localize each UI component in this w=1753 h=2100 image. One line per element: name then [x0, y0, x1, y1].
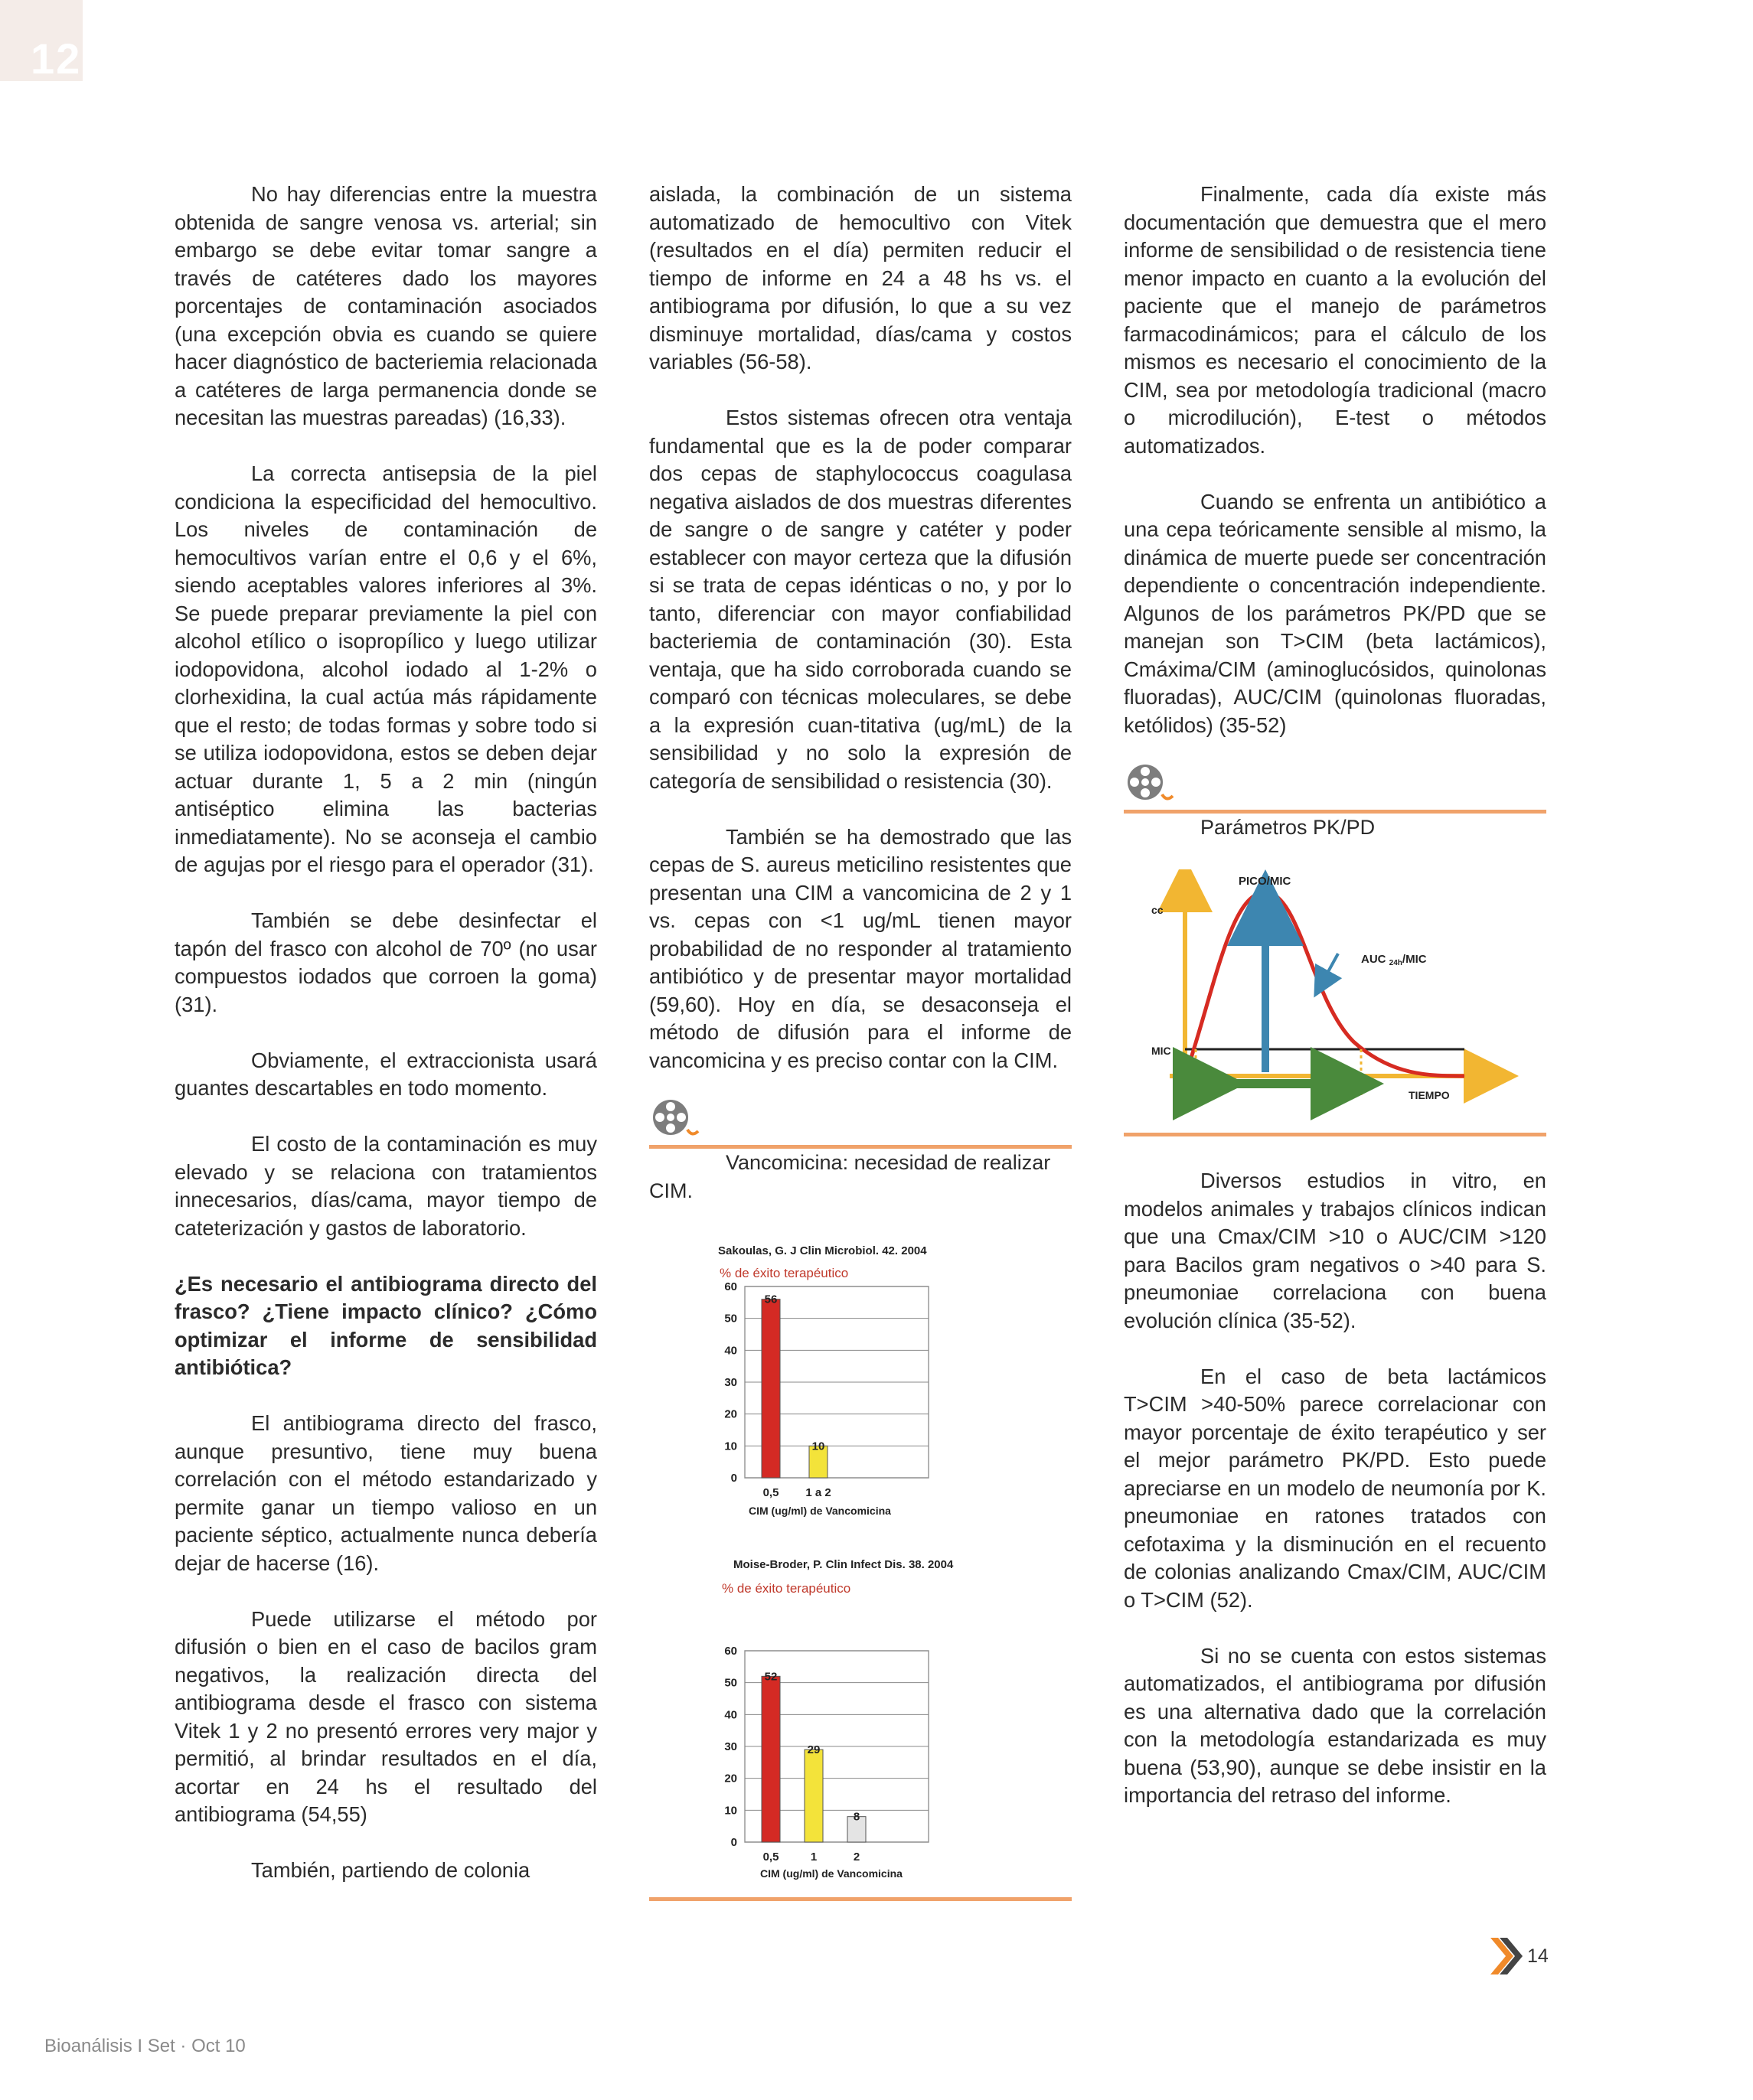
paragraph: También, partiendo de colonia — [251, 1858, 530, 1882]
bar — [805, 1749, 823, 1842]
film-reel-icon — [649, 1096, 703, 1142]
y-axis-label: % de éxito terapéutico — [720, 1265, 849, 1280]
figure-rule — [1124, 1133, 1546, 1136]
y-tick-label: 60 — [724, 1644, 737, 1658]
footer-publication: Bioanálisis I Set · Oct 10 — [44, 2036, 246, 2056]
paragraph: El antibiograma directo del frasco, aunque presuntivo, tiene muy buena correlación con el método estandarizado y permite ganar un tiempo valioso en un paciente séptico, actualmente nunca debería dejar de hacerse (16). — [175, 1411, 597, 1575]
x-tick-label: 2 — [853, 1850, 860, 1864]
tiempo-label: TIEMPO — [1409, 1089, 1450, 1101]
paragraph: No hay diferencias entre la muestra obtenida de sangre venosa vs. arterial; sin embargo se debe evitar tomar sangre a través de catéteres dado los mayores porcentajes de contaminación asociados (una excepción obvia es cuando se quiere hacer diagnóstico de bacteriemia relacionada a catéteres de larga permanencia donde se necesitan las muestras pareadas) (16,33). — [175, 182, 597, 429]
cc-label: cc — [1151, 904, 1164, 916]
y-axis-label: % de éxito terapéutico — [722, 1580, 851, 1596]
data-label: 10 — [811, 1439, 825, 1453]
footer-page-number: 14 — [1527, 1945, 1549, 1967]
data-label: 56 — [764, 1293, 778, 1306]
auc-arrow — [1321, 954, 1338, 984]
paragraph: También se ha demostrado que las cepas de S. aureus meticilino resistentes que presentan una CIM a vancomicina de 2 y 1 vs. cepas con <1 ug/mL tienen mayor probabilidad de no responder al tratamiento antibiótico y de presentar mayor mortalidad (59,60). Hoy en día, se desaconseja el método de difusión para el informe de vancomicina y es preciso contar con la CIM. — [649, 824, 1072, 1072]
bar-chart-moise-broder — [649, 1547, 1072, 1883]
y-tick-label: 0 — [730, 1471, 737, 1485]
data-label: 29 — [807, 1743, 821, 1756]
column-3 — [1124, 181, 1546, 1810]
y-tick-label: 10 — [724, 1803, 737, 1817]
column-2 — [649, 181, 1072, 1932]
page-number: 12 — [31, 34, 82, 83]
figure-pkpd — [1124, 761, 1546, 1136]
section-question: ¿Es necesario el antibiograma directo del frasco? ¿Tiene impacto clínico? ¿Cómo optimizar el informe de sensibilidad antibiótica? — [175, 1271, 597, 1379]
pico-label: PICO/MIC — [1239, 875, 1291, 888]
paragraph: Si no se cuenta con estos sistemas automatizados, el antibiograma por difusión es una alternativa dado que la correlación con la metodología estandarizada es muy buena (53,90), aunque se debe insistir en la importancia del retraso del informe. — [1124, 1643, 1546, 1807]
y-tick-label: 50 — [724, 1676, 737, 1690]
y-tick-label: 40 — [724, 1707, 737, 1721]
x-axis-label: CIM (ug/ml) de Vancomicina — [749, 1504, 891, 1517]
column-1 — [175, 181, 597, 1885]
y-tick-label: 20 — [724, 1407, 737, 1421]
figure-rule — [649, 1897, 1072, 1901]
paragraph: Finalmente, cada día existe más documentación que demuestra que el mero informe de sensibilidad o de resistencia tiene menor impacto en cuanto a la evolución del paciente que el manejo de parámetros farmacodinámicos; para el cálculo de los mismos es necesario el conocimiento de la CIM, sea por metodología tradicional (macro o microdilución), E-test o métodos automatizados. — [1124, 182, 1546, 458]
pkpd-diagram — [1124, 869, 1546, 1122]
bar-chart-sakoulas — [649, 1233, 1072, 1547]
film-reel-icon — [1124, 761, 1177, 807]
y-tick-label: 30 — [724, 1375, 737, 1389]
paragraph: También se debe desinfectar el tapón del frasco con alcohol de 70º (no usar compuestos iodados que corroen la goma) (31). — [175, 908, 597, 1016]
paragraph: Estos sistemas ofrecen otra ventaja fundamental que es la de poder comparar dos cepas de staphylococcus coagulasa negativa aislados de dos muestras diferentes de sangre o de sangre y catéter y poder establecer con mayor certeza que la difusión si se trata de cepas idénticas o no, y por lo tanto, diferenciar con mayor confiabilidad bacteriemia de contaminación (30). Esta ventaja, que ha sido corroborada cuando se comparó con técnicas moleculares, se debe a la expresión cuan-titativa (ug/mL) de la sensibilidad y no solo la expresión de categoría de sensibilidad o resistencia (30). — [649, 406, 1072, 793]
chart-title: Moise-Broder, P. Clin Infect Dis. 38. 2004 — [733, 1557, 954, 1571]
bar — [762, 1299, 780, 1477]
auc-label: AUC $_{24h}$/MIC — [1361, 953, 1427, 967]
paragraph: El costo de la contaminación es muy elevado y se relaciona con tratamientos innecesarios, días/cama, mayor tiempo de cateterización y gastos de laboratorio. — [175, 1132, 597, 1240]
y-tick-label: 30 — [724, 1740, 737, 1753]
paragraph: Cuando se enfrenta un antibiótico a una cepa teóricamente sensible al mismo, la dinámica de muerte puede ser concentración dependiente o concentración independiente. Algunos de los parámetros PK/PD que se manejan son T>CIM (beta lactámicos), Cmáxima/CIM (aminoglucósidos, quinolonas fluoradas), AUC/CIM (quinolonas fluoradas, ketólidos) (35-52) — [1124, 489, 1546, 737]
x-axis-label: CIM (ug/ml) de Vancomicina — [760, 1867, 903, 1880]
y-tick-label: 40 — [724, 1343, 737, 1357]
paragraph: Puede utilizarse el método por difusión o bien en el caso de bacilos gram negativos, la realización directa del antibiograma desde el frasco con sistema Vitek 1 y 2 no presentó errores very major y permitió, al brindar resultados en el día, acortar en 24 hs el resultado del antibiograma (54,55) — [175, 1606, 597, 1826]
x-tick-label: 0,5 — [762, 1485, 779, 1499]
y-tick-label: 50 — [724, 1312, 737, 1326]
y-tick-label: 60 — [724, 1280, 737, 1293]
y-tick-label: 10 — [724, 1439, 737, 1453]
page-number-badge — [0, 0, 83, 81]
figure-title: Vancomicina: necesidad de realizar CIM. — [649, 1151, 1051, 1202]
y-tick-label: 0 — [730, 1835, 737, 1849]
figure-title: Parámetros PK/PD — [1200, 816, 1376, 839]
chart-title: Sakoulas, G. J Clin Microbiol. 42. 2004 — [718, 1244, 927, 1257]
double-chevron-icon — [1489, 1936, 1524, 1976]
paragraph: En el caso de beta lactámicos T>CIM >40-50% parece correlacionar con mayor porcentaje de éxito terapéutico y ser el mejor parámetro PK/PD. Esto puede apreciarse en un modelo de neumonía por K. pneumoniae en ratones tratados con cefotaxima y la disminución en el recuento de colonias analizando Cmax/CIM, AUC/CIM o T>CIM (52). — [1124, 1364, 1546, 1612]
paragraph: Diversos estudios in vitro, en modelos animales y trabajos clínicos indican que una Cmax/CIM >10 o AUC/CIM >120 para Bacilos gram negativos o >40 para S. pneumoniae correlaciona con buena evolución clínica (35-52). — [1124, 1169, 1546, 1332]
paragraph: aislada, la combinación de un sistema automatizado de hemocultivo con Vitek (resultados en el día) permiten reducir el tiempo de informe en 24 a 48 hs vs. el antibiograma por difusión, lo que a su vez disminuye mortalidad, días/cama y costos variables (56-58). — [649, 182, 1072, 373]
paragraph: La correcta antisepsia de la piel condiciona la especificidad del hemocultivo. Los niveles de contaminación de hemocultivos varían entre el 0,6 y el 6%, siendo aceptables valores inferiores al 3%. Se puede preparar previamente la piel con alcohol etílico o isopropílico y luego utilizar iodopovidona, alcohol iodado al 1-2% o clorhexidina, la cual actúa más rápidamente que el resto; de todas formas y sobre todo si se utiliza iodopovidona, estos se deben dejar actuar durante 1, 5 a 2 min (ningún antiséptico elimina las bacterias inmediatamente). No se aconseja el cambio de agujas por el riesgo para el operador (31). — [175, 461, 597, 876]
data-label: 52 — [764, 1669, 778, 1683]
x-tick-label: 0,5 — [762, 1850, 779, 1864]
y-tick-label: 20 — [724, 1772, 737, 1785]
mic-label: MIC — [1151, 1045, 1171, 1057]
figure-vancomicina — [649, 1096, 1072, 1901]
paragraph: Obviamente, el extraccionista usará guantes descartables en todo momento. — [175, 1048, 597, 1100]
x-tick-label: 1 — [810, 1850, 818, 1864]
data-label: 8 — [853, 1810, 860, 1824]
x-tick-label: 1 a 2 — [805, 1485, 831, 1499]
footer-page — [1489, 1936, 1565, 1982]
bar — [762, 1676, 780, 1842]
